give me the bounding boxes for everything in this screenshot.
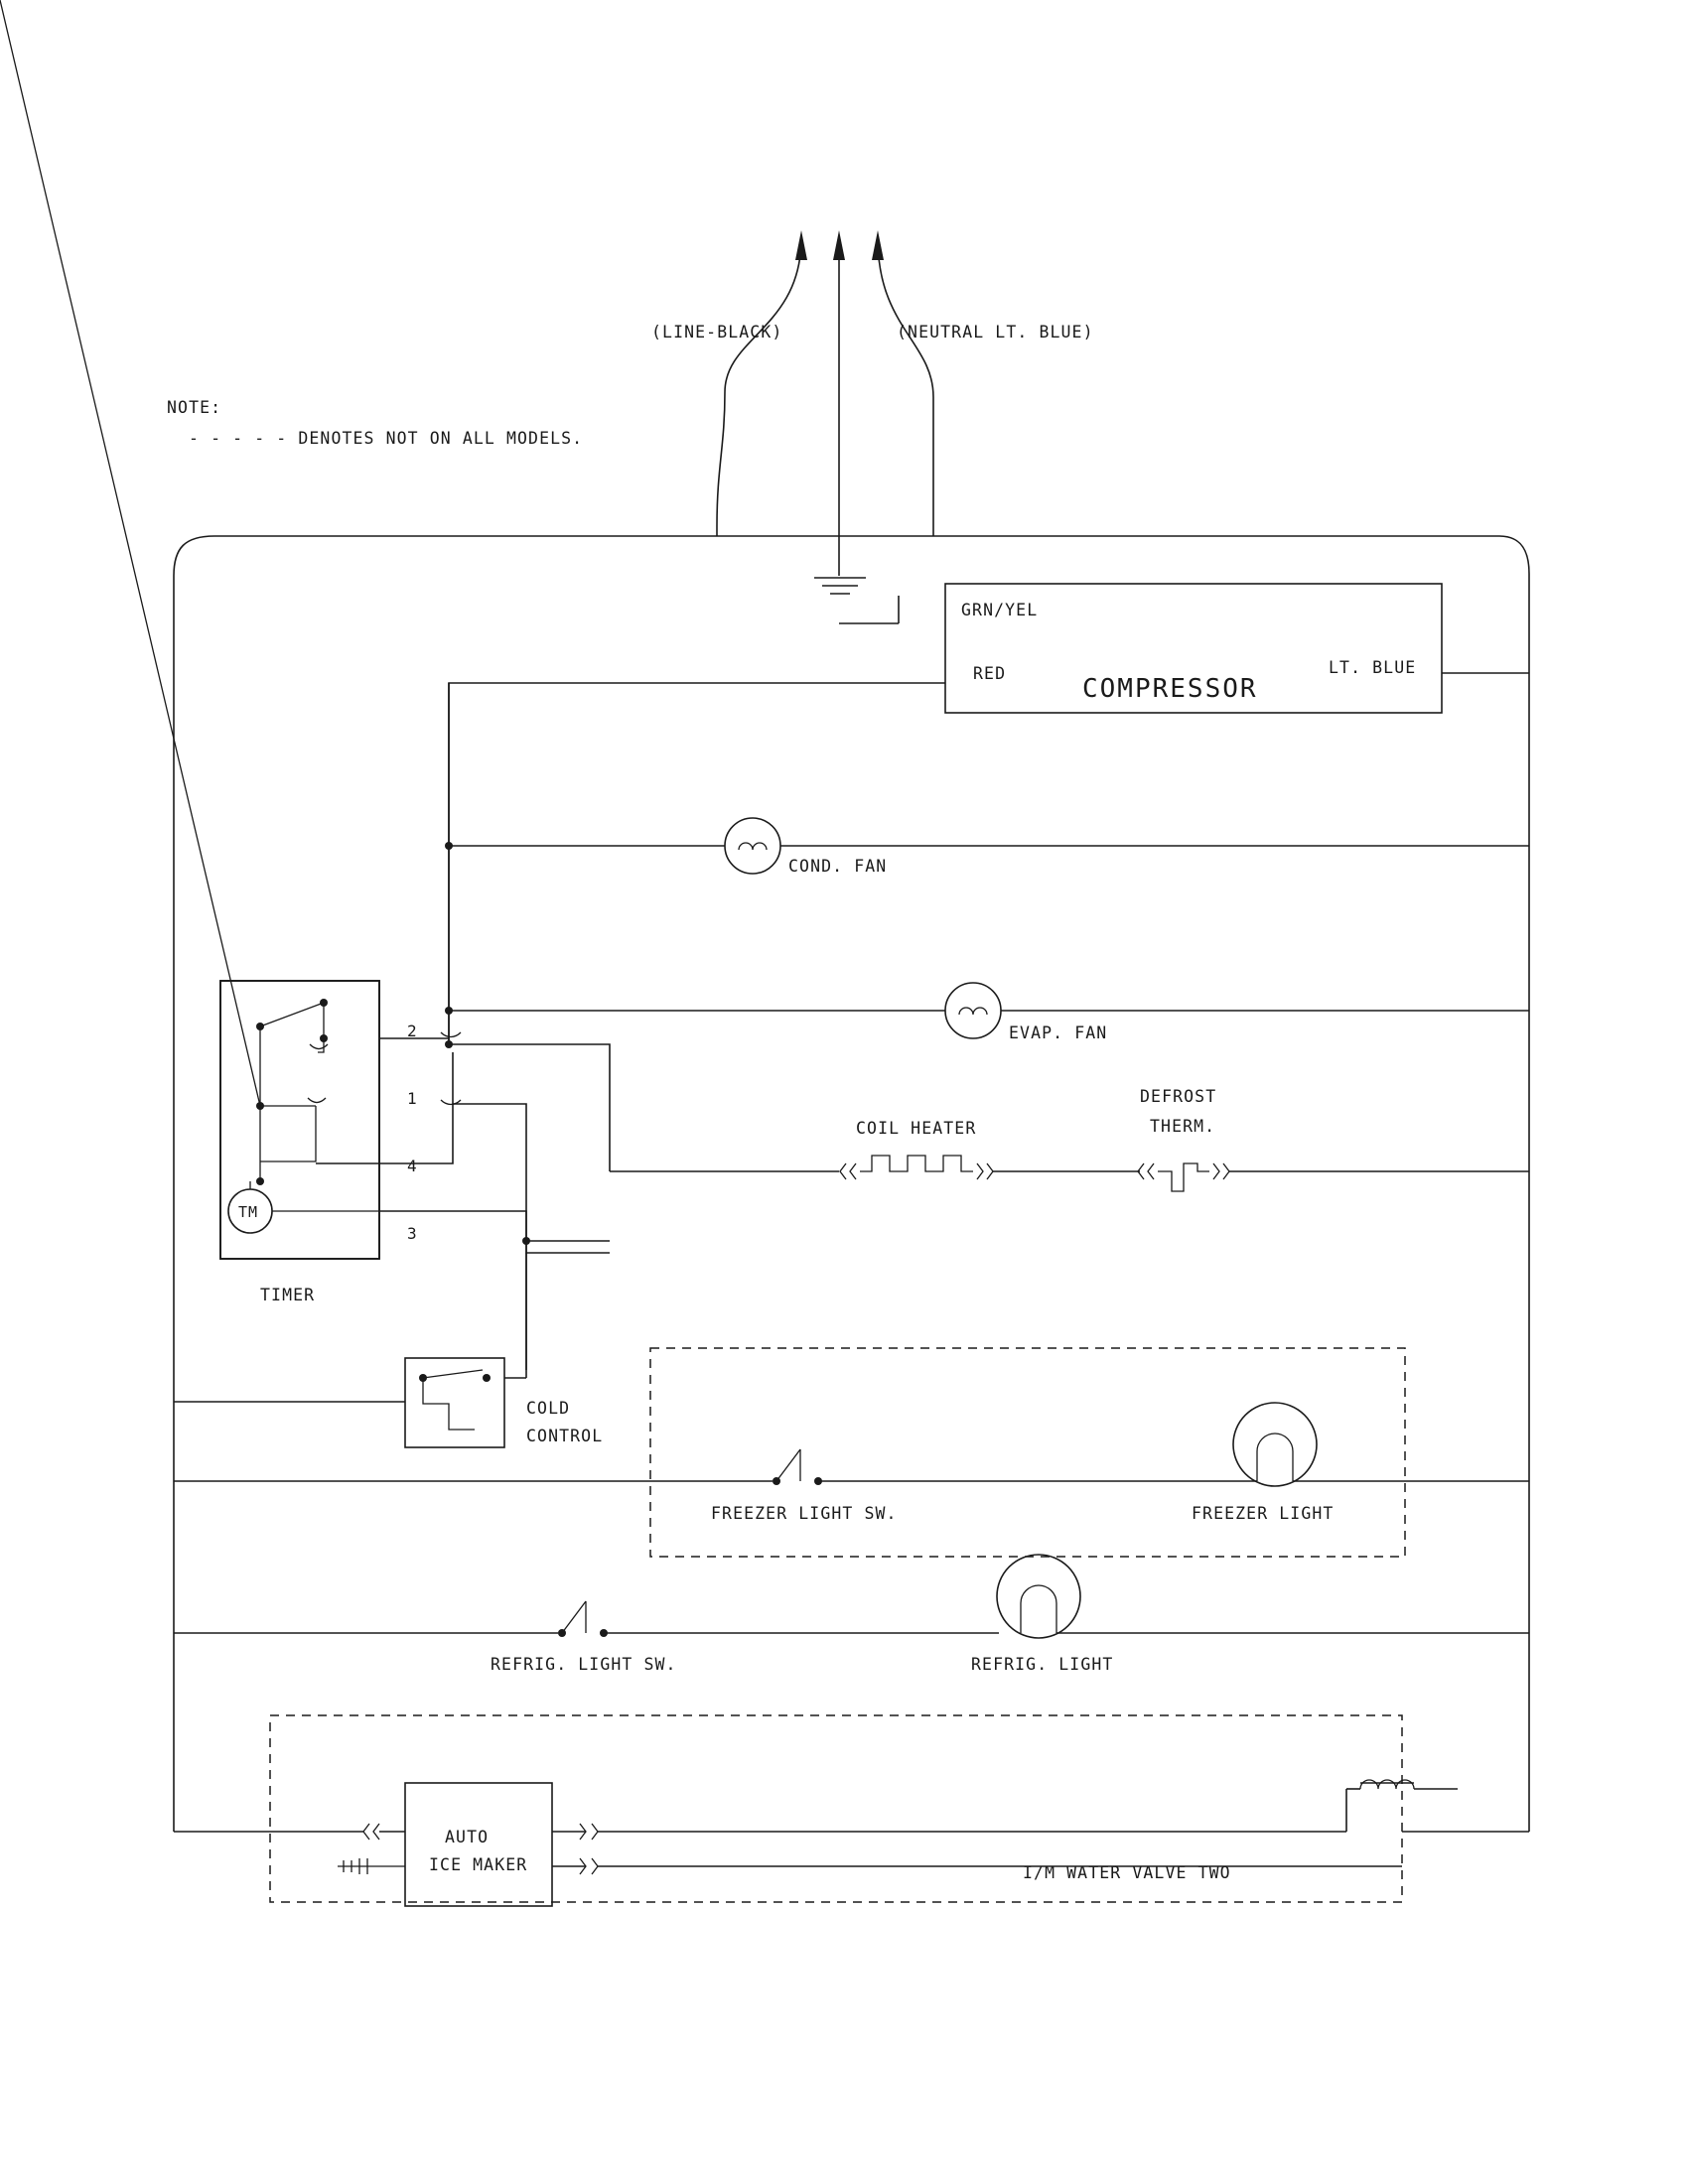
- timer-terminal-3: 3: [407, 1224, 417, 1243]
- ice-maker-ground-icon: [338, 1858, 405, 1874]
- neutral-label: (NEUTRAL LT. BLUE): [897, 323, 1094, 341]
- timer-motor-label: TM: [238, 1203, 259, 1221]
- timer-label: TIMER: [260, 1286, 316, 1304]
- defrost-therm-label-1: DEFROST: [1140, 1087, 1217, 1106]
- line-black-label: (LINE-BLACK): [651, 323, 783, 341]
- supply-cord: [717, 230, 933, 576]
- compressor-red-terminal-label: RED: [973, 664, 1007, 683]
- freezer-light-sw-label: FREEZER LIGHT SW.: [711, 1504, 898, 1523]
- note-legend: - - - - - DENOTES NOT ON ALL MODELS.: [189, 429, 584, 448]
- timer-terminal-1: 1: [407, 1089, 417, 1108]
- timer-terminal-2: 2: [407, 1022, 417, 1040]
- compressor-blue-terminal-label: LT. BLUE: [1329, 658, 1417, 677]
- auto-ice-maker-label-1: AUTO: [445, 1828, 490, 1846]
- cold-control-label-1: COLD: [526, 1399, 571, 1418]
- coil-heater-row: [610, 1087, 1529, 1191]
- refrig-light-sw-label: REFRIG. LIGHT SW.: [491, 1655, 677, 1674]
- ice-maker-group: [174, 1715, 1529, 1906]
- cold-control-block: [174, 1253, 603, 1447]
- auto-ice-maker-label-2: ICE MAKER: [429, 1855, 528, 1874]
- evap-fan-row: [449, 983, 1529, 1042]
- main-bus-rails: [174, 536, 1529, 1832]
- timer-block: [0, 0, 610, 1370]
- refrig-light-row: [174, 1555, 1529, 1674]
- defrost-therm-label-2: THERM.: [1150, 1117, 1216, 1136]
- timer-terminal-4: 4: [407, 1157, 417, 1175]
- refrig-light-label: REFRIG. LIGHT: [971, 1655, 1114, 1674]
- ground-symbol: [814, 578, 866, 594]
- coil-heater-label: COIL HEATER: [856, 1119, 977, 1138]
- cold-control-label-2: CONTROL: [526, 1427, 604, 1445]
- cond-fan-label: COND. FAN: [788, 857, 888, 876]
- evap-fan-label: EVAP. FAN: [1009, 1024, 1108, 1042]
- cond-fan-row: [449, 818, 1529, 876]
- compressor-block: [449, 584, 1529, 1044]
- note-heading: NOTE:: [167, 398, 222, 417]
- freezer-light-label: FREEZER LIGHT: [1192, 1504, 1335, 1523]
- freezer-light-group: [174, 1348, 1529, 1557]
- left-vertical-bus: [445, 683, 453, 1044]
- compressor-label: COMPRESSOR: [1082, 674, 1258, 704]
- water-valve-label: I/M WATER VALVE TWO: [1023, 1863, 1231, 1882]
- compressor-ground-terminal-label: GRN/YEL: [961, 601, 1039, 619]
